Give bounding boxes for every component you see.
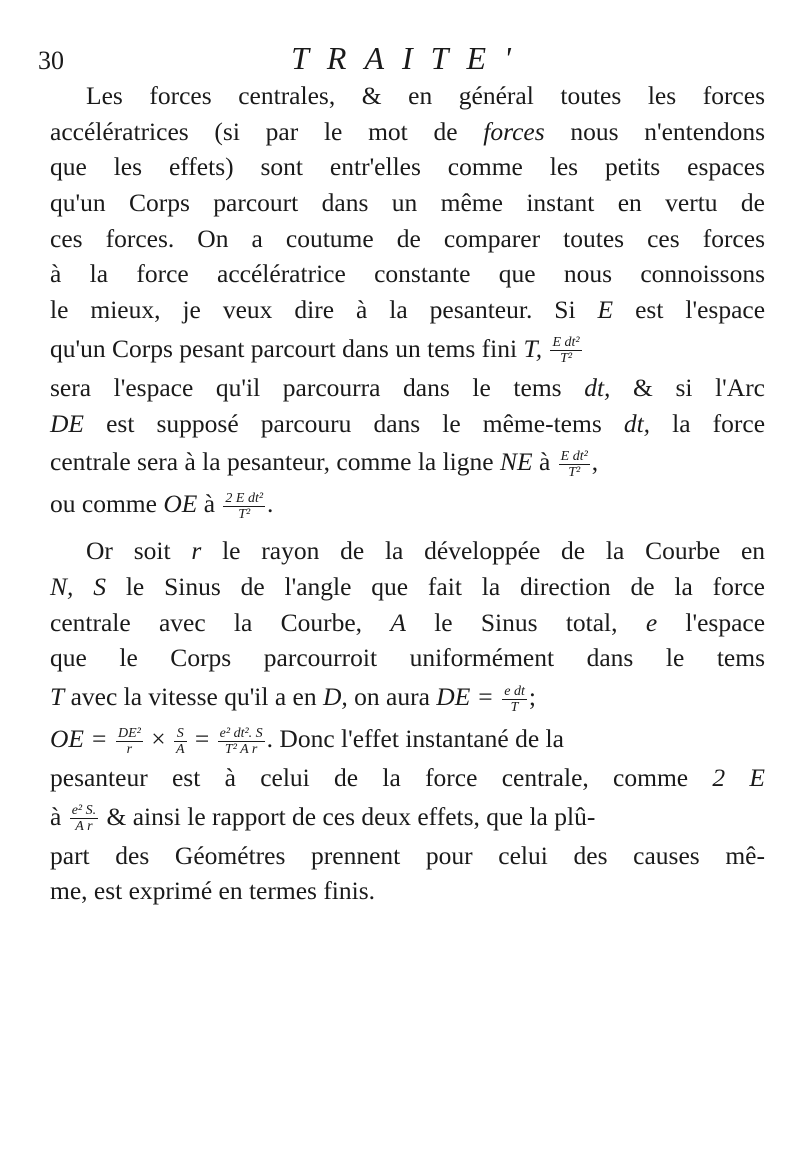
text-span: le Sinus total, (434, 607, 618, 637)
text-span: ou comme (50, 489, 157, 519)
punctuation: ; (528, 681, 536, 711)
text-line (50, 328, 765, 370)
text-line (50, 838, 765, 874)
fraction-denominator: T² (238, 506, 251, 522)
fraction (550, 335, 581, 366)
math-var: OE (163, 489, 198, 519)
math-var: dt, (623, 408, 651, 438)
text-span: sera l'espace qu'il parcourra dans le tems (50, 372, 562, 402)
text-line (50, 483, 765, 525)
page-body (50, 78, 765, 909)
running-title: TRAITE' (291, 40, 529, 76)
text-line (50, 873, 765, 909)
text-span: . Donc l'effet instantané de la (266, 723, 564, 753)
fraction-numerator: E dt² (552, 335, 580, 351)
text-span: qu'un Corps parcourt dans un même instant en vertu de (50, 188, 765, 218)
text-line (50, 676, 765, 718)
fraction-numerator: DE² (117, 725, 141, 741)
text-span: centrale sera à la pesanteur, comme la ligne (50, 447, 494, 477)
fraction-numerator: E dt² (560, 448, 588, 464)
text-span: Les forces centrales, & en général toutes les forces (86, 81, 765, 110)
text-span: centrale avec la Courbe, (50, 607, 363, 637)
text-line (50, 406, 765, 442)
text-span: l'espace (685, 607, 766, 637)
fraction-denominator: T² (560, 351, 573, 367)
fraction-numerator: e² dt². S (219, 725, 263, 741)
fraction-denominator: A (175, 741, 185, 757)
italic-word: forces (483, 116, 545, 146)
fraction (116, 726, 143, 757)
text-span: la force (672, 408, 766, 438)
math-var: OE = (50, 723, 108, 753)
text-span: à (538, 447, 551, 477)
text-span: accélératrices (si par le mot de (50, 116, 458, 146)
fraction (223, 491, 265, 522)
punctuation: , (591, 447, 599, 477)
text-line (50, 185, 765, 221)
fraction-numerator: e² S. (71, 803, 97, 819)
math-var: NE (499, 447, 533, 477)
fraction (174, 726, 187, 757)
fraction-denominator: r (126, 741, 133, 757)
math-var: T, (523, 333, 543, 363)
text-line (50, 569, 765, 605)
text-line (50, 640, 765, 676)
math-var: 2 E (712, 762, 765, 792)
text-span: qu'un Corps pesant parcourt dans un tems fini (50, 333, 518, 363)
text-span: à la force accélératrice constante que nous connoissons (50, 259, 765, 289)
fraction (559, 449, 590, 480)
math-var: DE (50, 408, 84, 438)
math-var: E (597, 295, 614, 325)
fraction (218, 726, 265, 757)
text-line (50, 256, 765, 292)
fraction-numerator: 2 E dt² (225, 490, 264, 506)
text-span: le Sinus de l'angle que fait la direction de la force (125, 571, 765, 601)
text-span: le mieux, je veux dire à la pesanteur. Si (50, 295, 576, 325)
text-span: à (203, 489, 216, 519)
punctuation: . (267, 489, 274, 519)
fraction-denominator: T² A r (224, 741, 258, 757)
text-span: & ainsi le rapport de ces deux effets, que la plû- (106, 801, 596, 831)
text-span: que les effets) sont entr'elles comme les petits espaces (50, 152, 765, 182)
text-line (50, 605, 765, 641)
text-line (50, 292, 765, 328)
math-var: dt, (584, 372, 611, 402)
text-span: pesanteur est à celui de la force centrale, comme (50, 762, 689, 792)
fraction-numerator: e dt (504, 683, 525, 699)
text-span: est supposé parcouru dans le même-tems (106, 408, 602, 438)
text-span: est l'espace (635, 295, 766, 325)
text-line (50, 796, 765, 838)
text-span: & si l'Arc (633, 372, 765, 402)
text-line (50, 718, 765, 760)
math-var: DE = (436, 681, 494, 711)
fraction (70, 803, 98, 834)
math-var: T (50, 681, 65, 711)
fraction-denominator: T (510, 699, 519, 715)
math-var: N, S (50, 571, 106, 601)
text-span: Or soit (86, 536, 171, 566)
page-number: 30 (38, 46, 64, 75)
math-var: A (390, 607, 406, 637)
fraction-denominator: T² (568, 464, 581, 480)
math-operator: = (194, 723, 210, 753)
text-span: le rayon de la développée de la Courbe en (222, 536, 766, 566)
text-line (50, 114, 765, 150)
text-span: avec la vitesse qu'il a en (70, 681, 317, 711)
fraction-numerator: S (174, 726, 187, 742)
text-span: à (50, 801, 62, 831)
text-span: on aura (354, 681, 430, 711)
text-span: ces forces. On a coutume de comparer toutes ces forces (50, 223, 765, 253)
text-line (50, 441, 765, 483)
text-line (50, 760, 765, 796)
text-line (50, 221, 765, 257)
text-line (50, 370, 765, 406)
text-span: part des Géométres prennent pour celui des causes mê- (50, 840, 765, 870)
fraction-denominator: A r (75, 819, 93, 835)
math-var: e (645, 607, 658, 637)
text-line (50, 533, 765, 569)
math-var: D, (322, 681, 348, 711)
paragraph-gap (50, 525, 765, 533)
text-span: me, est exprimé en termes finis. (50, 876, 376, 906)
fraction (502, 684, 527, 715)
text-line (50, 78, 765, 114)
text-span: nous n'entendons (570, 116, 766, 146)
text-line (50, 149, 765, 185)
text-span: que le Corps parcourroit uniformément dans le tems (50, 643, 765, 673)
math-operator: × (151, 723, 166, 753)
math-var: r (191, 536, 202, 566)
